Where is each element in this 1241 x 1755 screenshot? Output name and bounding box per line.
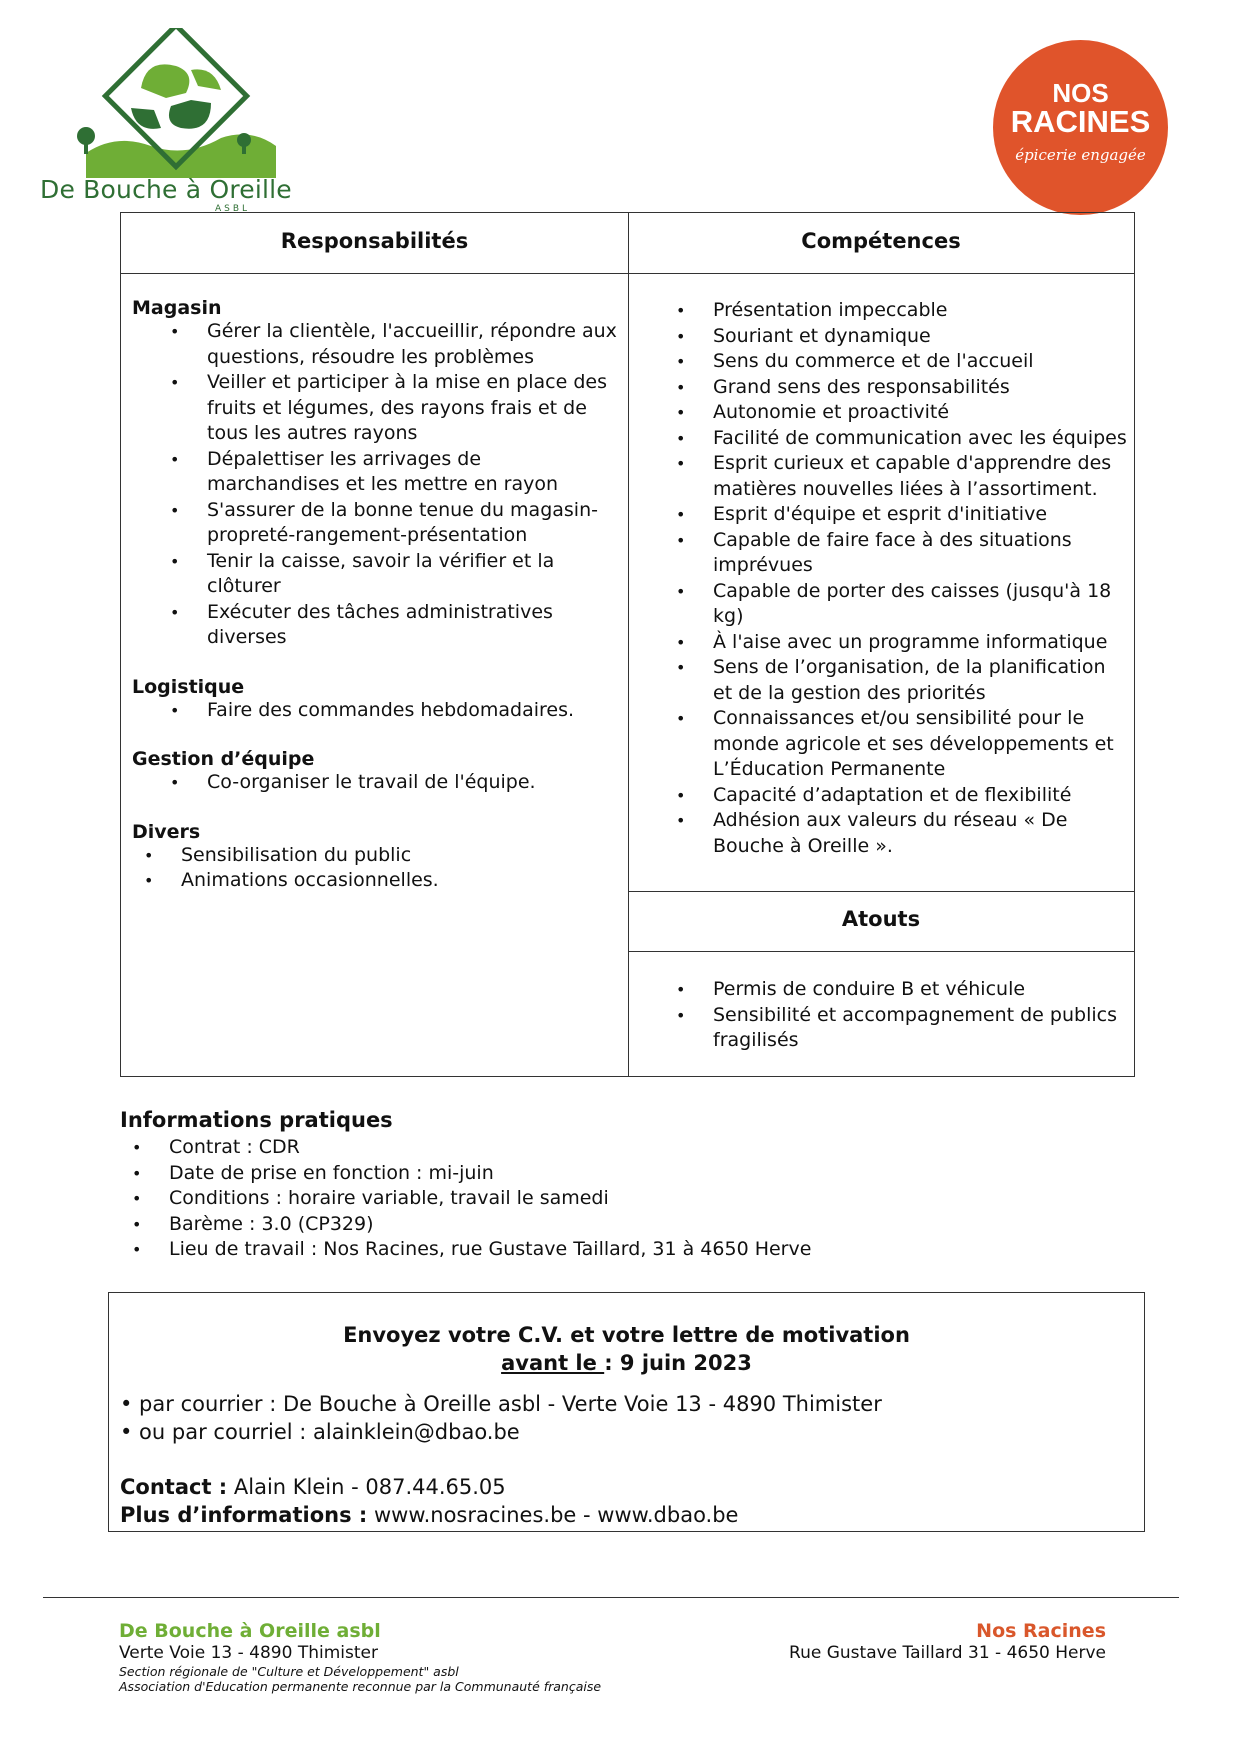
header-competences: Compétences bbox=[801, 229, 961, 253]
list-item: • Conditions : horaire variable, travail le samedi bbox=[120, 1186, 811, 1212]
logo-left-name: De Bouche à Oreille bbox=[40, 175, 292, 204]
list-item: • Gérer la clientèle, l'accueillir, répondre aux questions, résoudre les problèmes bbox=[132, 319, 617, 370]
footer-left-name: De Bouche à Oreille asbl bbox=[119, 1620, 381, 1642]
apply-heading: Envoyez votre C.V. et votre lettre de motivation bbox=[343, 1323, 910, 1347]
deadline-date: 9 juin 2023 bbox=[619, 1351, 752, 1375]
apply-box bbox=[108, 1292, 1145, 1532]
atouts-list bbox=[628, 977, 1128, 1054]
list-item: • Souriant et dynamique bbox=[628, 324, 1128, 350]
plus-value: www.nosracines.be - www.dbao.be bbox=[367, 1503, 739, 1527]
list-item: • Lieu de travail : Nos Racines, rue Gustave Taillard, 31 à 4650 Herve bbox=[120, 1237, 811, 1263]
list-item: • Contrat : CDR bbox=[120, 1135, 811, 1161]
list-item: • Tenir la caisse, savoir la vérifier et la clôturer bbox=[132, 549, 617, 600]
competences-body bbox=[628, 298, 1128, 859]
footer-right-address: Rue Gustave Taillard 31 - 4650 Herve bbox=[789, 1643, 1106, 1663]
list-item: • Grand sens des responsabilités bbox=[628, 375, 1128, 401]
plus-info-line bbox=[120, 1503, 738, 1527]
contact-line bbox=[120, 1475, 506, 1499]
list-item: • Présentation impeccable bbox=[628, 298, 1128, 324]
plus-label: Plus d’informations : bbox=[120, 1503, 368, 1527]
section-divers: Divers bbox=[132, 820, 201, 843]
responsabilites-body bbox=[132, 297, 617, 894]
apply-courriel: • ou par courriel : alainklein@dbao.be bbox=[120, 1420, 520, 1444]
competences-list bbox=[628, 298, 1128, 859]
gestion-list bbox=[132, 770, 617, 796]
header-rule bbox=[121, 273, 1134, 274]
apply-deadline bbox=[109, 1351, 1144, 1375]
list-item: • Sensibilité et accompagnement de publics fragilisés bbox=[628, 1003, 1128, 1054]
logo-left-sub: ASBL bbox=[215, 204, 251, 214]
list-item: • Esprit curieux et capable d'apprendre des matières nouvelles liées à l’assortiment. bbox=[628, 451, 1128, 502]
list-item: • Faire des commandes hebdomadaires. bbox=[132, 698, 617, 724]
deadline-label: avant le bbox=[501, 1351, 605, 1375]
atouts-header-rule bbox=[628, 951, 1134, 952]
list-item: • Sens du commerce et de l'accueil bbox=[628, 349, 1128, 375]
apply-courrier: • par courrier : De Bouche à Oreille asbl - Verte Voie 13 - 4890 Thimister bbox=[120, 1392, 882, 1416]
atouts-top-rule bbox=[628, 891, 1134, 892]
logo-right-line1: NOS bbox=[1052, 78, 1109, 108]
list-item: • Animations occasionnelles. bbox=[132, 868, 617, 894]
section-logistique: Logistique bbox=[132, 675, 245, 698]
deadline-sep: : bbox=[604, 1351, 620, 1375]
header-atouts: Atouts bbox=[841, 907, 921, 931]
logistique-list bbox=[132, 698, 617, 724]
atouts-body bbox=[628, 977, 1128, 1054]
divers-list bbox=[132, 843, 617, 894]
list-item: • Exécuter des tâches administratives diverses bbox=[132, 600, 617, 651]
list-item: • Permis de conduire B et véhicule bbox=[628, 977, 1128, 1003]
footer-right-name: Nos Racines bbox=[976, 1620, 1106, 1642]
footer-rule bbox=[43, 1597, 1179, 1598]
contact-value: Alain Klein - 087.44.65.05 bbox=[227, 1475, 506, 1499]
list-item: • Capable de faire face à des situations imprévues bbox=[628, 528, 1128, 579]
list-item: • Capacité d’adaptation et de flexibilité bbox=[628, 783, 1128, 809]
list-item: • Esprit d'équipe et esprit d'initiative bbox=[628, 502, 1128, 528]
list-item: • Adhésion aux valeurs du réseau « De Bouche à Oreille ». bbox=[628, 808, 1128, 859]
section-magasin: Magasin bbox=[132, 297, 222, 319]
list-item: • Dépalettiser les arrivages de marchandises et les mettre en rayon bbox=[132, 447, 617, 498]
list-item: • S'assurer de la bonne tenue du magasin-propreté-rangement-présentation bbox=[132, 498, 617, 549]
nos-racines-logo bbox=[993, 40, 1168, 215]
list-item: • Facilité de communication avec les équipes bbox=[628, 426, 1128, 452]
list-item: • Capable de porter des caisses (jusqu'à 18 kg) bbox=[628, 579, 1128, 630]
job-table bbox=[120, 212, 1135, 1077]
list-item: • Autonomie et proactivité bbox=[628, 400, 1128, 426]
list-item: • Date de prise en fonction : mi-juin bbox=[120, 1161, 811, 1187]
footer-left-note1: Section régionale de "Culture et Développement" asbl bbox=[119, 1664, 459, 1679]
list-item: • Sens de l’organisation, de la planification et de la gestion des priorités bbox=[628, 655, 1128, 706]
footer-left-note2: Association d'Education permanente reconnue par la Communauté française bbox=[119, 1679, 602, 1694]
list-item: • Co-organiser le travail de l'équipe. bbox=[132, 770, 617, 796]
list-item: • Veiller et participer à la mise en place des fruits et légumes, des rayons frais et de tous les autres rayons bbox=[132, 370, 617, 447]
header-responsabilites: Responsabilités bbox=[280, 229, 469, 253]
footer-left-address: Verte Voie 13 - 4890 Thimister bbox=[119, 1643, 378, 1663]
info-title: Informations pratiques bbox=[120, 1108, 393, 1132]
list-item: • Connaissances et/ou sensibilité pour le monde agricole et ses développements et L’Éducation Permanente bbox=[628, 706, 1128, 783]
magasin-list bbox=[132, 319, 617, 651]
contact-label: Contact : bbox=[120, 1475, 228, 1499]
list-item: • À l'aise avec un programme informatique bbox=[628, 630, 1128, 656]
logo-right-tagline: épicerie engagée bbox=[1015, 146, 1146, 164]
list-item: • Sensibilisation du public bbox=[132, 843, 617, 869]
list-item: • Barème : 3.0 (CP329) bbox=[120, 1212, 811, 1238]
logo-right-line2: RACINES bbox=[1010, 104, 1151, 139]
info-list bbox=[120, 1135, 811, 1263]
section-gestion: Gestion d’équipe bbox=[132, 748, 315, 770]
